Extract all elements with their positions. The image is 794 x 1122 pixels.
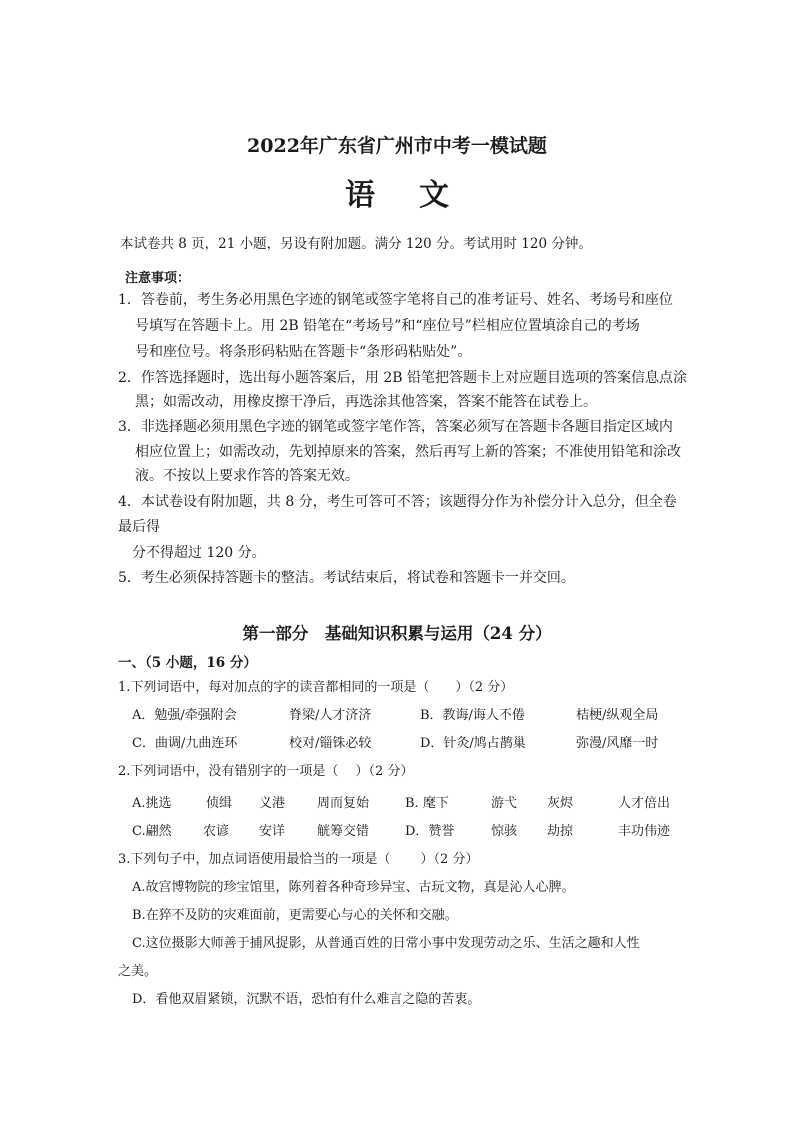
exam-title: 2022年广东省广州市中考一模试题 bbox=[247, 135, 547, 157]
q2-b-word3: 灰烬 bbox=[547, 796, 574, 811]
q1-opt-a1: A．勉强/牵强附会 bbox=[132, 708, 237, 723]
q3-stem: 3.下列句子中，加点词语使用最恰当的一项是（ ）（2 分） bbox=[118, 852, 479, 867]
q2-c-word3: 安详 bbox=[259, 824, 286, 839]
q2-stem-text: 2.下列词语中，没有错别字的一项是（ ）（2 分） bbox=[118, 764, 414, 779]
q2-b-word4: 人才倍出 bbox=[618, 796, 671, 811]
q3-opt-c-line-2: 之美。 bbox=[118, 964, 158, 979]
q2-d-word2: 惊骇 bbox=[491, 824, 518, 839]
notice-item-1-line-3: 号和座位号。将条形码粘贴在答题卡“条形码粘贴处”。 bbox=[135, 344, 472, 360]
q2-c-word2: 农谚 bbox=[203, 824, 230, 839]
notice-item-4-line-3: 分不得超过 120 分。 bbox=[132, 545, 266, 561]
notice-item-5-line-1: 5．考生必须保持答题卡的整洁。考试结束后，将试卷和答题卡一并交回。 bbox=[118, 570, 575, 586]
subject-char-2: 文 bbox=[419, 178, 449, 213]
q1-opt-b2: 桔梗/纵观全局 bbox=[576, 708, 659, 723]
q2-c-word4: 觥筹交错 bbox=[317, 824, 370, 839]
notice-item-1-line-2: 号填写在答题卡上。用 2B 铅笔在“考场号”和“座位号”栏相应位置填涂自己的考场 bbox=[135, 318, 640, 334]
q1-stem: 1.下列词语中，每对加点的字的读音都相同的一项是（ ）（2 分） bbox=[118, 680, 514, 695]
notice-item-4-line-2: 最后得 bbox=[118, 519, 160, 535]
q2-d-word1: D．赞誉 bbox=[405, 824, 455, 839]
q3-opt-d: D．看他双眉紧锁，沉默不语，恐怕有什么难言之隐的苦衷。 bbox=[132, 992, 481, 1007]
q2-b-word1: B. 麾下 bbox=[405, 796, 449, 811]
q1-opt-b1: B．教诲/诲人不倦 bbox=[420, 708, 525, 723]
q3-opt-a: A.故宫博物院的珍宝馆里，陈列着各种奇珍异宝、古玩文物，真是沁人心脾。 bbox=[132, 880, 575, 895]
q3-opt-c-line-1: C.这位摄影大师善于捕风捉影，从普通百姓的日常小事中发现劳动之乐、生活之趣和人性 bbox=[132, 936, 640, 951]
q2-a-word1: A.挑选 bbox=[132, 796, 172, 811]
notice-item-4-line-1: 4．本试卷设有附加题，共 8 分，考生可答可不答；该题得分作为补偿分计入总分，但全卷 bbox=[118, 494, 677, 510]
q1-opt-d2: 弥漫/风靡一时 bbox=[576, 736, 659, 751]
q2-b-word2: 游弋 bbox=[491, 796, 518, 811]
subject-char-1: 语 bbox=[345, 178, 375, 213]
q2-a-word4: 周而复始 bbox=[317, 796, 370, 811]
q1-opt-c2: 校对/锱铢必较 bbox=[289, 736, 372, 751]
notice-item-3-line-2: 相应位置上；如需改动，先划掉原来的答案，然后再写上新的答案；不准使用铅笔和涂改 bbox=[135, 444, 681, 460]
q2-d-word4: 丰功伟迹 bbox=[618, 824, 671, 839]
exam-info: 本试卷共 8 页，21 小题，另设有附加题。满分 120 分。考试用时 120 分钟。 bbox=[120, 236, 592, 252]
notice-item-1-line-1: 1．答卷前，考生务必用黑色字迹的钢笔或签字笔将自己的准考证号、姓名、考场号和座位 bbox=[118, 292, 673, 308]
q2-d-word3: 劫掠 bbox=[547, 824, 574, 839]
notice-item-3-line-3: 液。不按以上要求作答的答案无效。 bbox=[135, 468, 359, 484]
group-heading: 一、（5 小题，16 分） bbox=[118, 655, 257, 671]
q2-a-word2: 侦缉 bbox=[206, 796, 233, 811]
section-title: 第一部分 基础知识积累与运用（24 分） bbox=[242, 624, 552, 643]
subject-title bbox=[0, 170, 794, 214]
notice-item-2-line-2: 黑；如需改动，用橡皮擦干净后，再选涂其他答案，答案不能答在试卷上。 bbox=[135, 394, 597, 410]
notice-item-3-line-1: 3．非选择题必须用黑色字迹的钢笔或签字笔作答，答案必须写在答题卡各题目指定区域内 bbox=[118, 419, 673, 435]
notice-heading: 注意事项： bbox=[125, 271, 191, 286]
q3-opt-b: B.在猝不及防的灾难面前，更需要心与心的关怀和交融。 bbox=[132, 908, 458, 923]
q2-a-word3: 义港 bbox=[259, 796, 286, 811]
q1-opt-a2: 脊梁/人才济济 bbox=[289, 708, 372, 723]
notice-item-2-line-1: 2．作答选择题时，选出每小题答案后，用 2B 铅笔把答题卡上对应题目选项的答案信息点涂 bbox=[118, 370, 688, 386]
q2-c-word1: C.翩然 bbox=[132, 824, 172, 839]
q1-opt-c1: C．曲调/九曲连环 bbox=[132, 736, 238, 751]
q1-opt-d1: D．针灸/鸠占鹊巢 bbox=[420, 736, 526, 751]
